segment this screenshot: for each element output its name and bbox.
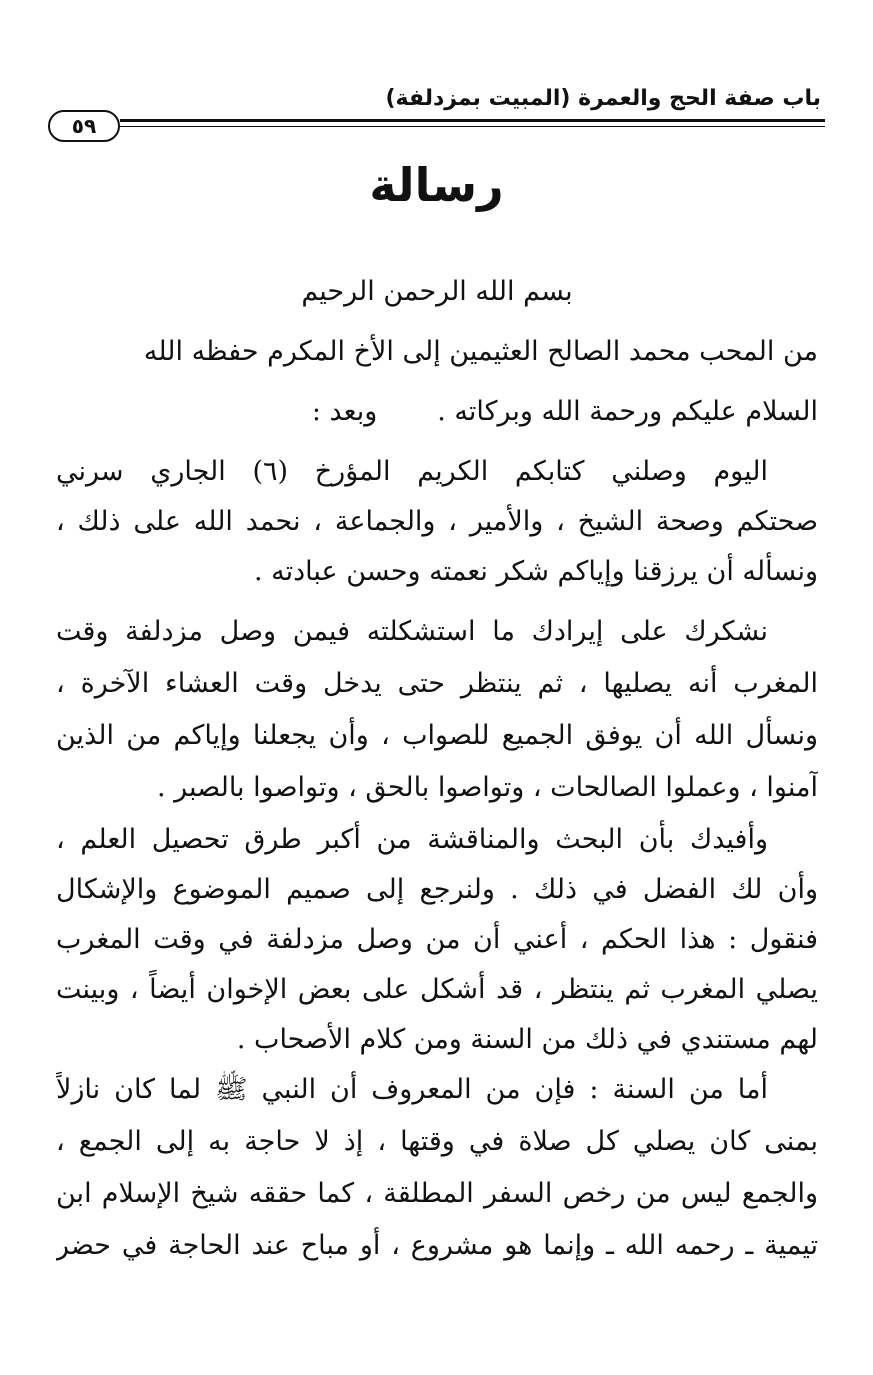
body-line: ونسأل الله أن يوفق الجميع للصواب ، وأن يجعلنا وإياكم من الذين <box>56 720 818 751</box>
page-number: ٥٩ <box>48 110 120 142</box>
body-line: والجمع ليس من رخص السفر المطلقة ، كما حققه شيخ الإسلام ابن <box>56 1178 818 1209</box>
body-line: أما من السنة : فإن من المعروف أن النبي ﷺ لما كان نازلاً <box>56 1074 768 1105</box>
body-line: لهم مستندي في ذلك من السنة ومن كلام الأصحاب . <box>236 1024 818 1055</box>
body-line: آمنوا ، وعملوا الصالحات ، وتواصوا بالحق ، وتواصوا بالصبر . <box>156 772 818 803</box>
body-line: يصلي المغرب ثم ينتظر ، قد أشكل على بعض الإخوان أيضاً ، وبينت <box>56 974 818 1005</box>
body-line: وأفيدك بأن البحث والمناقشة من أكبر طرق تحصيل العلم ، <box>56 824 768 855</box>
body-line: تيمية ـ رحمه الله ـ وإنما هو مشروع ، أو مباح عند الحاجة في حضر <box>56 1230 818 1261</box>
running-header-title: باب صفة الحج والعمرة (المبيت بمزدلفة) <box>385 86 821 111</box>
salam-line <box>56 386 818 438</box>
body-line: بمنى كان يصلي كل صلاة في وقتها ، إذ لا حاجة به إلى الجمع ، <box>56 1126 818 1157</box>
body-line: فنقول : هذا الحكم ، أعني أن من وصل مزدلفة في وقت المغرب <box>56 924 818 955</box>
opening-line: من المحب محمد الصالح العثيمين إلى الأخ المكرم حفظه الله <box>143 336 818 367</box>
basmala: بسم الله الرحمن الرحيم <box>301 276 573 307</box>
salam-text: السلام عليكم ورحمة الله وبركاته . <box>437 396 818 427</box>
header-rule-thick <box>120 119 825 122</box>
body-line: المغرب أنه يصليها ، ثم ينتظر حتى يدخل وقت العشاء الآخرة ، <box>56 668 818 699</box>
body-line: نشكرك على إيرادك ما استشكلته فيمن وصل مزدلفة وقت <box>56 616 768 647</box>
body-line: ونسأله أن يرزقنا وإياكم شكر نعمته وحسن عبادته . <box>253 556 818 587</box>
header-rule-thin <box>120 126 825 127</box>
page-title: رسالة <box>369 158 504 212</box>
body-line: وأن لك الفضل في ذلك . ولنرجع إلى صميم الموضوع والإشكال <box>56 874 818 905</box>
wabad-text: وبعد : <box>311 396 378 427</box>
body-line: اليوم وصلني كتابكم الكريم المؤرخ (٦) الجاري سرني <box>56 456 769 487</box>
body-line: صحتكم وصحة الشيخ ، والأمير ، والجماعة ، نحمد الله على ذلك ، <box>56 506 818 537</box>
